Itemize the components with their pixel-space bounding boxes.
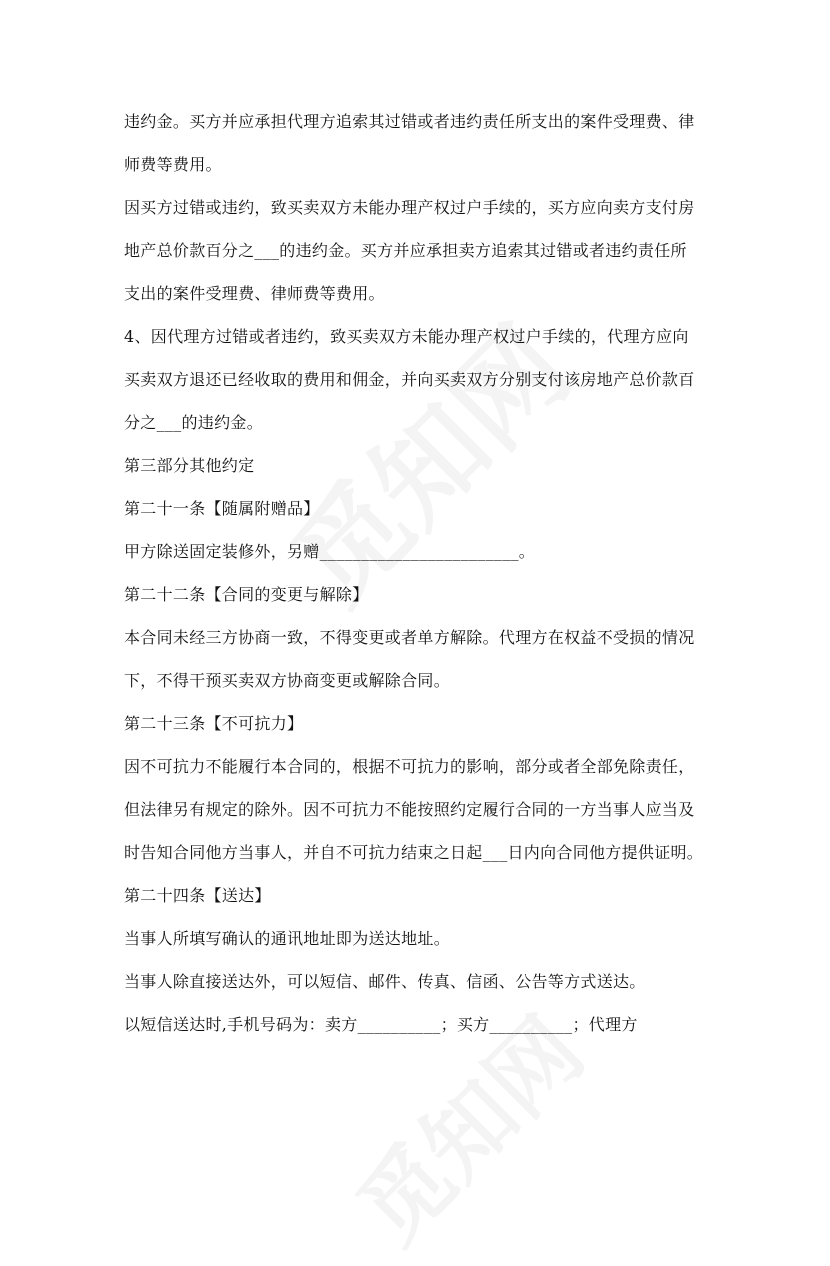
article-heading: 第二十三条【不可抗力】: [124, 714, 304, 733]
text-line: 因买方过错或违约，致买卖双方未能办理产权过户手续的，买方应向卖方支付房: [124, 198, 695, 217]
text-line: 违约金。买方并应承担代理方追索其过错或者违约责任所支出的案件受理费、律: [124, 112, 695, 131]
section-heading: 第三部分其他约定: [124, 456, 255, 475]
text-line: 以短信送达时,手机号码为：卖方__________；买方__________；代理方: [124, 1015, 638, 1034]
article-heading: 第二十二条【合同的变更与解除】: [124, 585, 369, 604]
text-line: 时告知合同他方当事人，并自不可抗力结束之日起___日内向合同他方提供证明。: [124, 843, 704, 862]
text-line: 师费等费用。: [124, 155, 222, 174]
text-line: 但法律另有规定的除外。因不可抗力不能按照约定履行合同的一方当事人应当及: [124, 800, 695, 819]
text-line: 甲方除送固定装修外，另赠________________________。: [124, 542, 536, 561]
article-heading: 第二十一条【随属附赠品】: [124, 499, 320, 518]
text-line: 下，不得干预买卖双方协商变更或解除合同。: [124, 671, 451, 690]
text-line: 地产总价款百分之___的违约金。买方并应承担卖方追索其过错或者违约责任所: [124, 241, 687, 260]
text-line: 4、因代理方过错或者违约，致买卖双方未能办理产权过户手续的，代理方应向: [124, 327, 689, 346]
text-line: 支出的案件受理费、律师费等费用。: [124, 284, 385, 303]
text-line: 当事人所填写确认的通讯地址即为送达地址。: [124, 929, 451, 948]
article-heading: 第二十四条【送达】: [124, 886, 271, 905]
text-line: 分之___的违约金。: [124, 413, 264, 432]
text-line: 当事人除直接送达外，可以短信、邮件、传真、信函、公告等方式送达。: [124, 972, 646, 991]
text-line: 买卖双方退还已经收取的费用和佣金，并向买卖双方分别支付该房地产总价款百: [124, 370, 695, 389]
text-line: 本合同未经三方协商一致，不得变更或者单方解除。代理方在权益不受损的情况: [124, 628, 695, 647]
text-line: 因不可抗力不能履行本合同的，根据不可抗力的影响，部分或者全部免除责任，: [124, 757, 695, 776]
